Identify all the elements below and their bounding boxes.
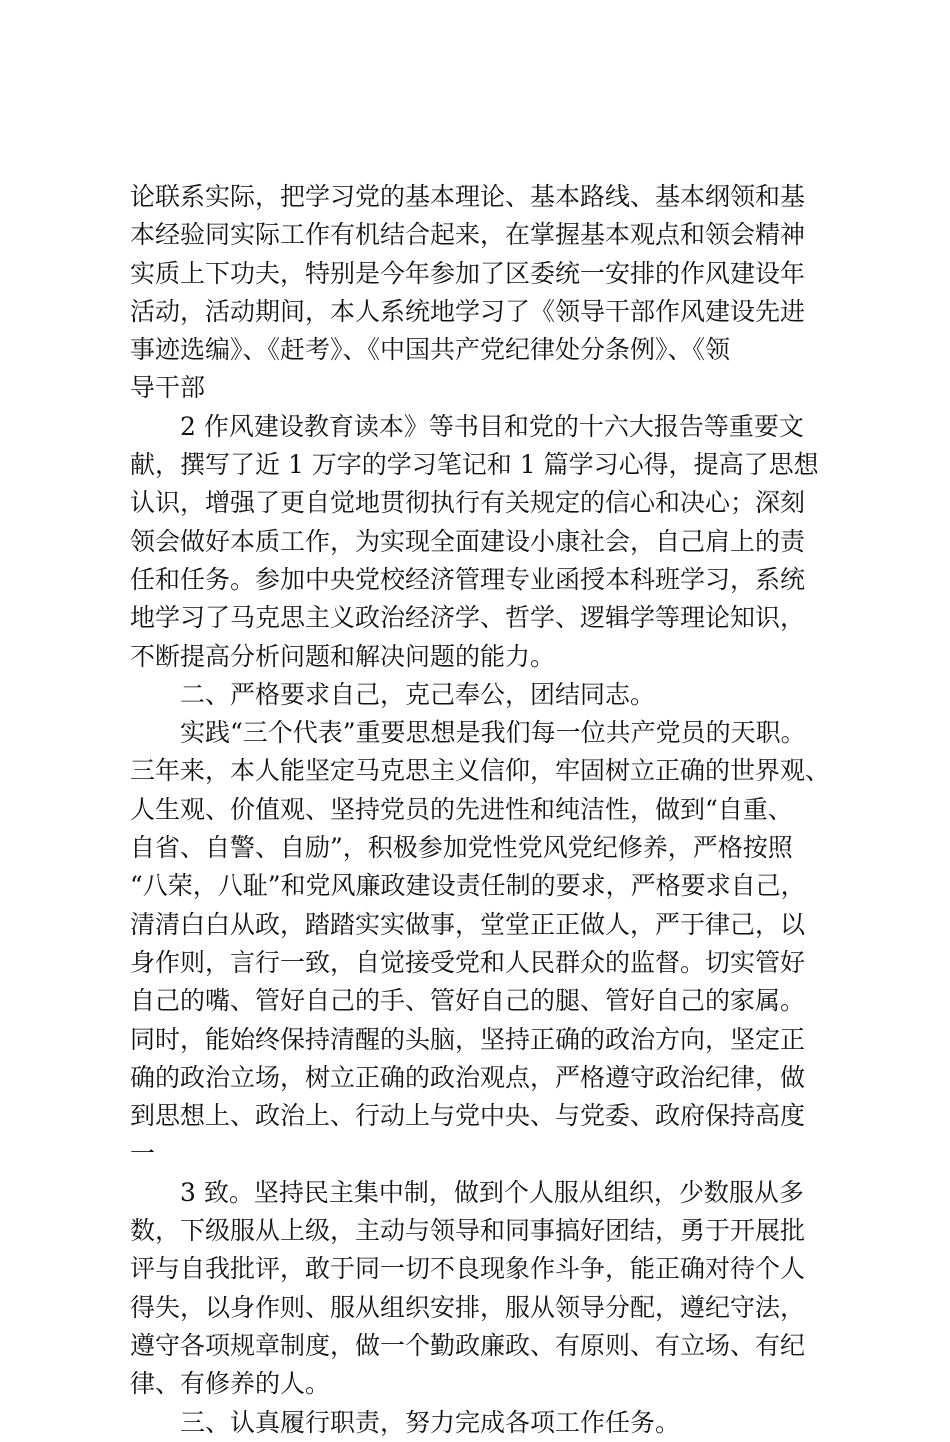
text-line: 自己的嘴、管好自己的手、管好自己的腿、管好自己的家属。 <box>130 986 806 1016</box>
text-line: 本经验同实际工作有机结合起来，在掌握基本观点和领会精神 <box>130 220 806 250</box>
text-line: 导干部 <box>130 373 206 403</box>
text-line: 事迹选编》、《赶考》、《中国共产党纪律处分条例》、《领 <box>130 335 731 365</box>
text-line: 三、认真履行职责，努力完成各项工作任务。 <box>180 1407 681 1437</box>
text-line: “八荣，八耻”和党风廉政建设责任制的要求，严格要求自己， <box>130 871 806 901</box>
text-line: 人生观、价值观、坚持党员的先进性和纯洁性，做到“自重、 <box>130 794 793 824</box>
body-text <box>130 178 830 1442</box>
text-line: 同时，能始终保持清醒的头脑，坚持正确的政治方向，坚定正 <box>130 1024 806 1054</box>
text-line: 得失，以身作则、服从组织安排，服从领导分配，遵纪守法， <box>130 1292 806 1322</box>
text-line: 2 作风建设教育读本》等书目和党的十六大报告等重要文 <box>180 411 804 441</box>
text-line: 到思想上、政治上、行动上与党中央、与党委、政府保持高度 <box>130 1101 806 1131</box>
text-line: 地学习了马克思主义政治经济学、哲学、逻辑学等理论知识， <box>130 603 806 633</box>
text-line: 三年来，本人能坚定马克思主义信仰，牢固树立正确的世界观、 <box>130 756 831 786</box>
text-line: 不断提高分析问题和解决问题的能力。 <box>130 641 556 671</box>
text-line: 评与自我批评，敢于同一切不良现象作斗争，能正确对待个人 <box>130 1254 806 1284</box>
text-line: 自省、自警、自励”，积极参加党性党风党纪修养，严格按照 <box>130 833 793 863</box>
text-line: 数，下级服从上级，主动与领导和同事搞好团结，勇于开展批 <box>130 1216 806 1246</box>
text-line: 遵守各项规章制度，做一个勤政廉政、有原则、有立场、有纪 <box>130 1330 806 1360</box>
text-line: 一 <box>130 1139 156 1169</box>
text-line: 确的政治立场，树立正确的政治观点，严格遵守政治纪律，做 <box>130 1062 806 1092</box>
text-line: 活动，活动期间，本人系统地学习了《领导干部作风建设先进 <box>130 296 806 326</box>
text-line: 论联系实际，把学习党的基本理论、基本路线、基本纲领和基 <box>130 182 806 211</box>
text-line: 律、有修养的人。 <box>130 1369 331 1399</box>
text-line: 清清白白从政，踏踏实实做事，堂堂正正做人，严于律己，以 <box>130 909 806 939</box>
text-line: 3 致。坚持民主集中制，做到个人服从组织，少数服从多 <box>180 1177 804 1207</box>
text-line: 领会做好本质工作，为实现全面建设小康社会，自己肩上的责 <box>130 526 806 556</box>
text-line: 认识，增强了更自觉地贯彻执行有关规定的信心和决心；深刻 <box>130 488 806 518</box>
text-line: 身作则，言行一致，自觉接受党和人民群众的监督。切实管好 <box>130 947 806 977</box>
text-line: 献，撰写了近 1 万字的学习笔记和 1 篇学习心得，提高了思想 <box>130 450 819 480</box>
text-line: 实践“三个代表”重要思想是我们每一位共产党员的天职。 <box>180 718 806 748</box>
text-line: 任和任务。参加中央党校经济管理专业函授本科班学习，系统 <box>130 564 806 594</box>
text-line: 实质上下功夫，特别是今年参加了区委统一安排的作风建设年 <box>130 258 806 288</box>
text-line: 二、严格要求自己，克己奉公，团结同志。 <box>180 679 656 709</box>
